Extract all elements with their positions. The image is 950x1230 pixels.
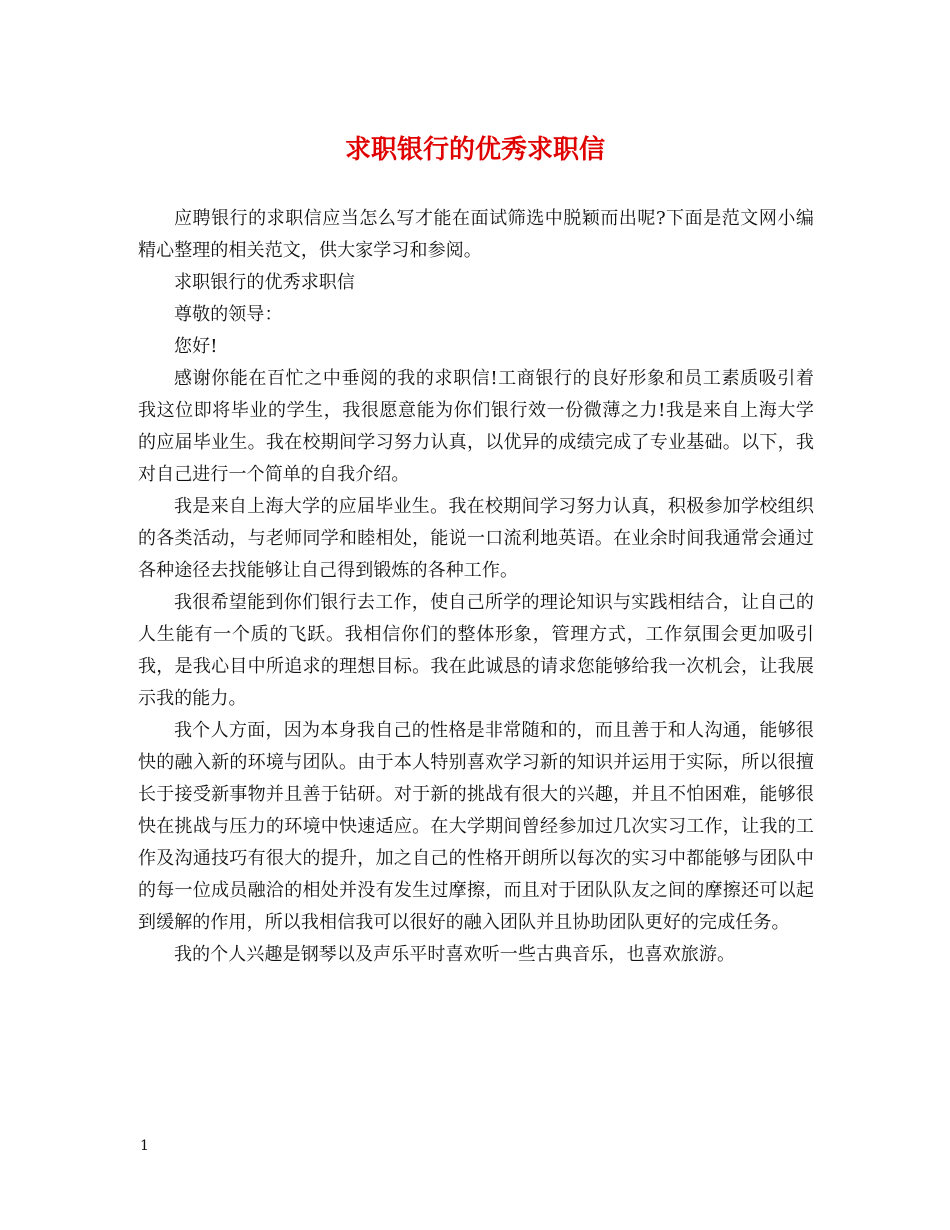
- page-number: 1: [140, 1138, 149, 1154]
- page-title: 求职银行的优秀求职信: [344, 135, 605, 165]
- paragraph-personality: 我个人方面，因为本身我自己的性格是非常随和的，而且善于和人沟通，能够很快的融入新的环境与团队。由于本人特别喜欢学习新的知识并运用于实际，所以很擅长于接受新事物并且善于钻研。对于新的挑战有很大的兴趣，并且不怕困难，能够很快在挑战与压力的环境中快速适应。在大学期间曾经参加过几次实习工作，让我的工作及沟通技巧有很大的提升，加之自己的性格开朗所以每次的实习中都能够与团队中的每一位成员融洽的相处并没有发生过摩擦，而且对于团队队友之间的摩擦还可以起到缓解的作用，所以我相信我可以很好的融入团队并且协助团队更好的完成任务。: [138, 720, 814, 933]
- paragraph-greeting: 您好!: [174, 336, 218, 357]
- paragraph-background: 我是来自上海大学的应届毕业生。我在校期间学习努力认真，积极参加学校组织的各类活动，与老师同学和睦相处，能说一口流利地英语。在业余时间我通常会通过各种途径去找能够让自己得到锻炼的各种工作。: [138, 496, 814, 581]
- paragraph-interests: 我的个人兴趣是钢琴以及声乐平时喜欢听一些古典音乐，也喜欢旅游。: [174, 944, 736, 965]
- paragraph-aspiration: 我很希望能到你们银行去工作，使自己所学的理论知识与实践相结合，让自己的人生能有一个质的飞跃。我相信你们的整体形象，管理方式，工作氛围会更加吸引我，是我心目中所追求的理想目标。我在此诚恳的请求您能够给我一次机会，让我展示我的能力。: [138, 592, 814, 709]
- paragraph-salutation: 尊敬的领导：: [174, 304, 283, 325]
- document-body: [138, 203, 814, 971]
- paragraph-thanks: 感谢你能在百忙之中垂阅的我的求职信!工商银行的良好形象和员工素质吸引着我这位即将毕业的学生，我很愿意能为你们银行效一份微薄之力!我是来自上海大学的应届毕业生。我在校期间学习努力认真，以优异的成绩完成了专业基础。以下，我对自己进行一个简单的自我介绍。: [138, 368, 814, 485]
- paragraph-intro: 应聘银行的求职信应当怎么写才能在面试筛选中脱颖而出呢?下面是范文网小编精心整理的相关范文，供大家学习和参阅。: [138, 208, 814, 261]
- paragraph-subtitle: 求职银行的优秀求职信: [174, 272, 355, 293]
